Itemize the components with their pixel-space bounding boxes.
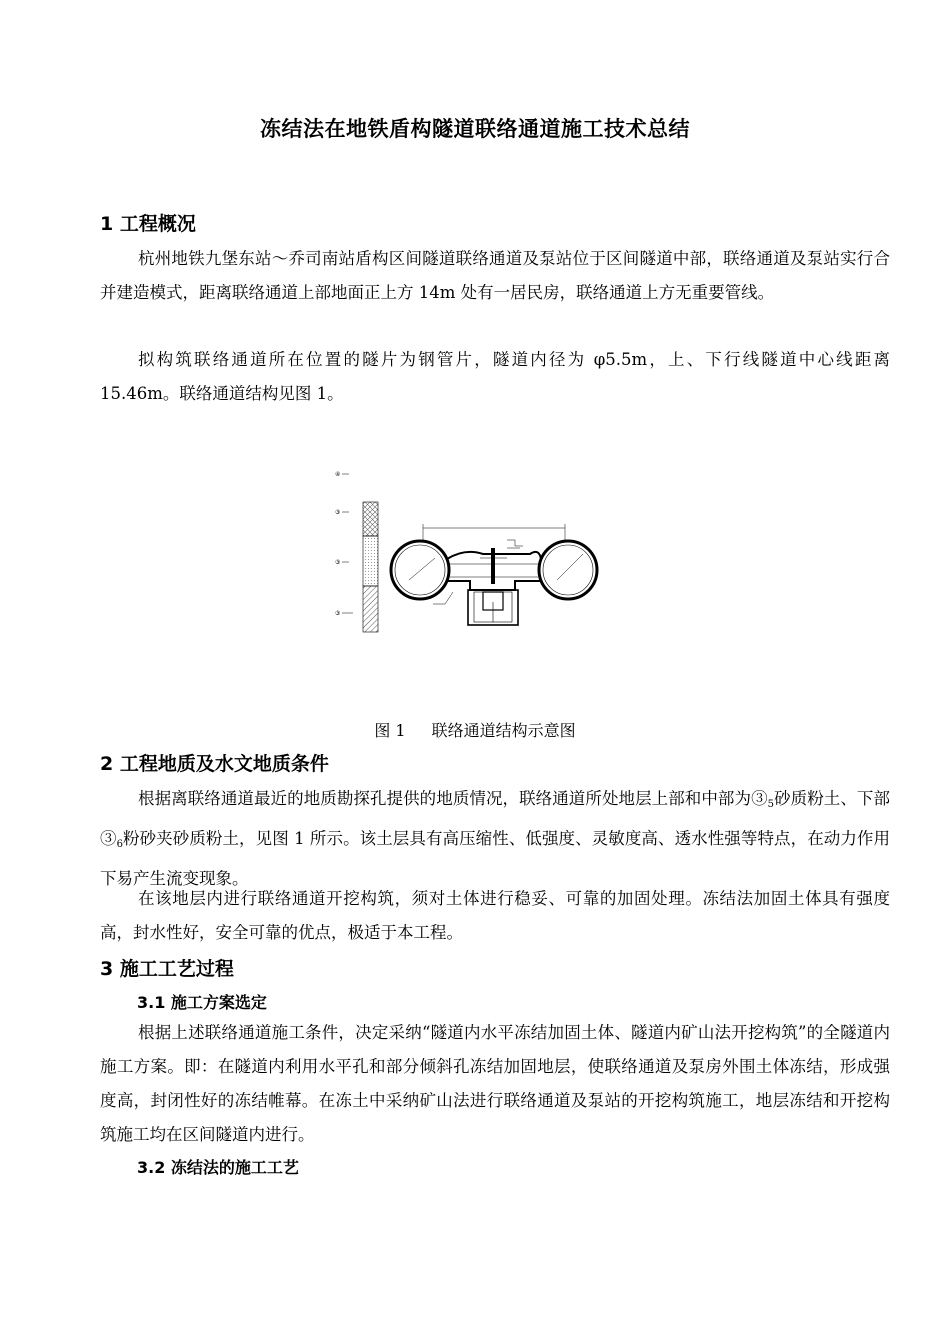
section-3-heading: 3 施工工艺过程 [100, 958, 234, 980]
section-2-paragraph-2: 在该地层内进行联络通道开挖构筑，须对土体进行稳妥、可靠的加固处理。冻结法加固土体具有强度高，封水性好，安全可靠的优点，极适于本工程。 [100, 889, 890, 942]
section-3-1-paragraph: 根据上述联络通道施工条件，决定采纳“隧道内水平冻结加固土体、隧道内矿山法开挖构筑”的全隧道内施工方案。即：在隧道内利用水平孔和部分倾斜孔冻结加固地层，使联络通道及泵房外围土体冻结，形成强度高，封闭性好的冻结帷幕。在冻土中采纳矿山法进行联络通道及泵站的开挖构筑施工，地层冻结和开挖构筑施工均在区间隧道内进行。 [100, 1023, 890, 1144]
section-2-paragraph-1 [100, 782, 890, 896]
section-1-paragraph-2: 拟构筑联络通道所在位置的隧片为钢管片，隧道内径为 φ5.5m，上、下行线隧道中心线距离 15.46m。联络通道结构见图 1。 [100, 350, 890, 403]
radius-line [557, 554, 583, 580]
section-3-2-heading: 3.2 冻结法的施工工艺 [137, 1158, 299, 1177]
layer-label-4: ③ [335, 610, 341, 617]
section-2-subscript-b: 6 [116, 839, 123, 850]
section-1-heading: 1 工程概况 [100, 213, 196, 235]
document-title: 冻结法在地铁盾构隧道联络通道施工技术总结 [260, 117, 690, 141]
layer-label-1: ④ [335, 471, 341, 478]
figure-caption-number: 图 1 [374, 721, 406, 740]
soil-layer-3 [363, 586, 378, 632]
section-2-text-c: 粉砂夹砂质粉土，见图 1 所示。该土层具有高压缩性、低强度、灵敏度高、透水性强等特点，在动力作用下易产生流变现象。 [100, 829, 890, 888]
soil-layer-1 [363, 502, 378, 536]
left-tunnel-ring [391, 541, 449, 599]
layer-label-3: ③ [335, 559, 341, 566]
section-3-1-heading: 3.1 施工方案选定 [137, 993, 267, 1012]
figure-caption-text: 联络通道结构示意图 [431, 721, 576, 740]
section-2-text-b: 砂质粉土、下部③ [100, 789, 891, 848]
right-tunnel-ring [539, 541, 597, 599]
annotation-leader [507, 540, 523, 546]
left-tunnel-inner [395, 545, 445, 595]
radius-line [409, 558, 435, 580]
right-tunnel-inner [543, 545, 593, 595]
soil-layer-2 [363, 536, 378, 586]
layer-label-2: ③ [335, 509, 341, 516]
section-1-paragraph-1: 杭州地铁九堡东站～乔司南站盾构区间隧道联络通道及泵站位于区间隧道中部，联络通道及泵站实行合并建造模式，距离联络通道上部地面正上方 14m 处有一居民房，联络通道上方无重要管线。 [100, 249, 890, 302]
figure-caption [0, 718, 950, 741]
passage-centre-divider [491, 548, 495, 584]
tunnel-cross-section-figure [325, 462, 625, 647]
section-2-subscript-a: 5 [767, 799, 775, 810]
section-2-heading: 2 工程地质及水文地质条件 [100, 753, 329, 775]
section-2-text-a: 根据离联络通道最近的地质勘探孔提供的地质情况，联络通道所处地层上部和中部为③ [138, 789, 768, 808]
